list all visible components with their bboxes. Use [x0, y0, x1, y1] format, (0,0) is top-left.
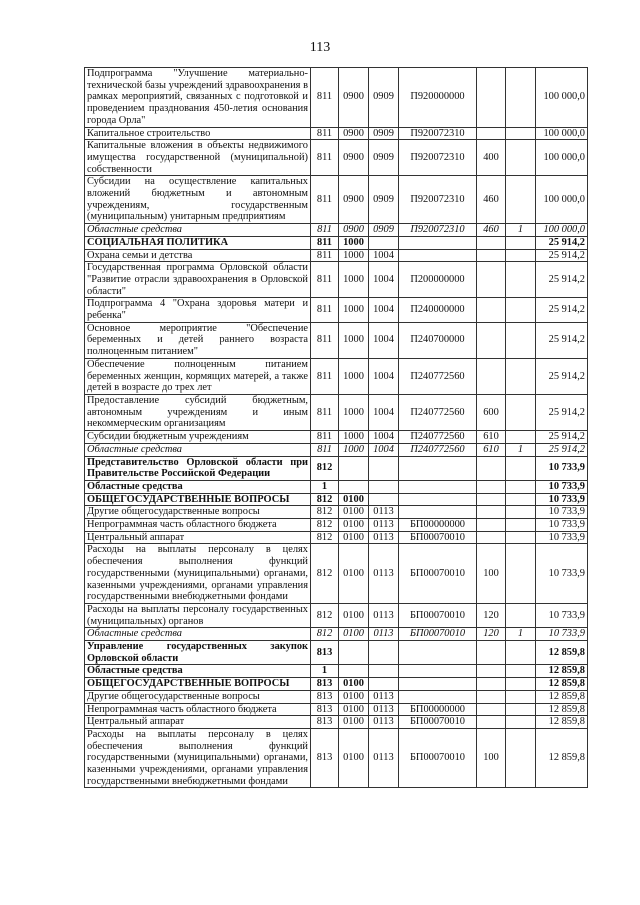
section-cell: 0100 — [339, 506, 369, 519]
description-cell: Расходы на выплаты персоналу в целях обеспечения выполнения функций государственными (муниципальными) органами, казенными учреждениями, органами управления государственными внебюджетными фондами — [85, 544, 311, 604]
amount-cell: 12 859,8 — [536, 728, 588, 788]
target-article-cell — [399, 480, 477, 493]
expense-type-cell — [477, 641, 506, 665]
amount-cell: 25 914,2 — [536, 236, 588, 249]
admin-code-cell: 813 — [311, 641, 339, 665]
admin-code-cell: 811 — [311, 443, 339, 456]
admin-code-cell: 812 — [311, 493, 339, 506]
funding-source-cell — [506, 716, 536, 729]
amount-cell: 100 000,0 — [536, 224, 588, 237]
funding-source-cell — [506, 322, 536, 358]
funding-source-cell — [506, 678, 536, 691]
description-cell: Представительство Орловской области при Правительстве Российской Федерации — [85, 456, 311, 480]
expense-type-cell — [477, 127, 506, 140]
section-cell: 1000 — [339, 443, 369, 456]
amount-cell: 25 914,2 — [536, 322, 588, 358]
target-article-cell: БП00070010 — [399, 603, 477, 627]
funding-source-cell — [506, 703, 536, 716]
target-article-cell — [399, 678, 477, 691]
amount-cell: 25 914,2 — [536, 358, 588, 394]
description-cell: Охрана семьи и детства — [85, 249, 311, 262]
funding-source-cell — [506, 176, 536, 224]
description-cell: Непрограммная часть областного бюджета — [85, 519, 311, 532]
expense-type-cell — [477, 236, 506, 249]
table-row — [85, 690, 588, 703]
target-article-cell — [399, 690, 477, 703]
section-cell: 0900 — [339, 68, 369, 128]
description-cell: Расходы на выплаты персоналу в целях обеспечения выполнения функций государственными (муниципальными) органами, казенными учреждениями, органами управления государственными внебюджетными фондами — [85, 728, 311, 788]
table-row — [85, 678, 588, 691]
table-row — [85, 531, 588, 544]
funding-source-cell — [506, 531, 536, 544]
table-row — [85, 322, 588, 358]
subsection-cell: 0113 — [369, 531, 399, 544]
target-article-cell — [399, 641, 477, 665]
admin-code-cell: 811 — [311, 176, 339, 224]
subsection-cell: 0909 — [369, 68, 399, 128]
section-cell: 0100 — [339, 493, 369, 506]
table-row — [85, 249, 588, 262]
table-row — [85, 728, 588, 788]
admin-code-cell: 811 — [311, 249, 339, 262]
amount-cell: 25 914,2 — [536, 262, 588, 298]
subsection-cell: 0909 — [369, 176, 399, 224]
admin-code-cell: 811 — [311, 322, 339, 358]
page-number: 113 — [309, 40, 331, 55]
expense-type-cell: 460 — [477, 224, 506, 237]
section-cell: 0900 — [339, 224, 369, 237]
expense-type-cell: 400 — [477, 140, 506, 176]
table-row — [85, 544, 588, 604]
funding-source-cell — [506, 506, 536, 519]
section-cell: 0100 — [339, 544, 369, 604]
admin-code-cell: 812 — [311, 544, 339, 604]
section-cell: 0100 — [339, 678, 369, 691]
admin-code-cell: 1 — [311, 480, 339, 493]
subsection-cell: 1004 — [369, 262, 399, 298]
target-article-cell: П240000000 — [399, 298, 477, 322]
section-cell — [339, 641, 369, 665]
section-cell — [339, 456, 369, 480]
expense-type-cell — [477, 298, 506, 322]
description-cell: Капитальные вложения в объекты недвижимого имущества государственной (муниципальной) собственности — [85, 140, 311, 176]
description-cell: ОБЩЕГОСУДАРСТВЕННЫЕ ВОПРОСЫ — [85, 493, 311, 506]
section-cell — [339, 665, 369, 678]
section-cell: 0900 — [339, 176, 369, 224]
table-row — [85, 641, 588, 665]
subsection-cell: 0113 — [369, 506, 399, 519]
target-article-cell — [399, 236, 477, 249]
table-row — [85, 456, 588, 480]
expense-type-cell — [477, 531, 506, 544]
amount-cell: 25 914,2 — [536, 249, 588, 262]
funding-source-cell — [506, 298, 536, 322]
admin-code-cell: 812 — [311, 531, 339, 544]
table-row — [85, 394, 588, 430]
expense-type-cell: 610 — [477, 443, 506, 456]
amount-cell: 10 733,9 — [536, 603, 588, 627]
table-row — [85, 443, 588, 456]
target-article-cell — [399, 249, 477, 262]
description-cell: Областные средства — [85, 443, 311, 456]
admin-code-cell: 811 — [311, 262, 339, 298]
section-cell: 1000 — [339, 431, 369, 444]
subsection-cell — [369, 236, 399, 249]
amount-cell: 100 000,0 — [536, 176, 588, 224]
funding-source-cell — [506, 140, 536, 176]
section-cell — [339, 480, 369, 493]
description-cell: Другие общегосударственные вопросы — [85, 506, 311, 519]
target-article-cell: П920072310 — [399, 127, 477, 140]
admin-code-cell: 811 — [311, 298, 339, 322]
description-cell: Непрограммная часть областного бюджета — [85, 703, 311, 716]
admin-code-cell: 811 — [311, 358, 339, 394]
target-article-cell: БП00070010 — [399, 716, 477, 729]
description-cell: Областные средства — [85, 665, 311, 678]
target-article-cell: П240700000 — [399, 322, 477, 358]
expense-type-cell: 100 — [477, 544, 506, 604]
table-row — [85, 68, 588, 128]
subsection-cell: 0909 — [369, 140, 399, 176]
amount-cell: 100 000,0 — [536, 140, 588, 176]
description-cell: Областные средства — [85, 224, 311, 237]
amount-cell: 10 733,9 — [536, 544, 588, 604]
expense-type-cell — [477, 262, 506, 298]
target-article-cell: БП00070010 — [399, 531, 477, 544]
section-cell: 1000 — [339, 249, 369, 262]
admin-code-cell: 812 — [311, 506, 339, 519]
expense-type-cell — [477, 716, 506, 729]
target-article-cell: П240772560 — [399, 443, 477, 456]
target-article-cell: БП00070010 — [399, 628, 477, 641]
admin-code-cell: 813 — [311, 678, 339, 691]
subsection-cell: 0113 — [369, 628, 399, 641]
description-cell: Обеспечение полноценным питанием беременных женщин, кормящих матерей, а также детей в возрасте до трех лет — [85, 358, 311, 394]
funding-source-cell — [506, 394, 536, 430]
table-row — [85, 493, 588, 506]
subsection-cell: 1004 — [369, 431, 399, 444]
expense-type-cell: 600 — [477, 394, 506, 430]
admin-code-cell: 813 — [311, 728, 339, 788]
expense-type-cell — [477, 703, 506, 716]
description-cell: Центральный аппарат — [85, 531, 311, 544]
subsection-cell: 1004 — [369, 249, 399, 262]
amount-cell: 10 733,9 — [536, 519, 588, 532]
section-cell: 0900 — [339, 127, 369, 140]
description-cell: Другие общегосударственные вопросы — [85, 690, 311, 703]
expense-type-cell — [477, 358, 506, 394]
subsection-cell: 0909 — [369, 224, 399, 237]
section-cell: 0100 — [339, 728, 369, 788]
amount-cell: 10 733,9 — [536, 480, 588, 493]
table-row — [85, 628, 588, 641]
amount-cell: 100 000,0 — [536, 127, 588, 140]
subsection-cell: 0113 — [369, 690, 399, 703]
target-article-cell: П920072310 — [399, 224, 477, 237]
funding-source-cell — [506, 641, 536, 665]
expense-type-cell — [477, 249, 506, 262]
description-cell: Областные средства — [85, 480, 311, 493]
subsection-cell — [369, 456, 399, 480]
subsection-cell: 0113 — [369, 728, 399, 788]
target-article-cell: БП00000000 — [399, 703, 477, 716]
subsection-cell: 0113 — [369, 716, 399, 729]
funding-source-cell — [506, 358, 536, 394]
description-cell: Областные средства — [85, 628, 311, 641]
table-row — [85, 665, 588, 678]
target-article-cell: П920072310 — [399, 176, 477, 224]
table-row — [85, 127, 588, 140]
funding-source-cell — [506, 431, 536, 444]
admin-code-cell: 813 — [311, 690, 339, 703]
description-cell: Субсидии на осуществление капитальных вложений бюджетным и автономным учреждениям, государственным (муниципальным) унитарным предприятиям — [85, 176, 311, 224]
table-row — [85, 236, 588, 249]
description-cell: Подпрограмма 4 "Охрана здоровья матери и ребенка" — [85, 298, 311, 322]
description-cell: Расходы на выплаты персоналу государственных (муниципальных) органов — [85, 603, 311, 627]
table-row — [85, 140, 588, 176]
table-row — [85, 480, 588, 493]
expense-type-cell — [477, 665, 506, 678]
budget-table — [84, 67, 588, 788]
admin-code-cell: 811 — [311, 68, 339, 128]
target-article-cell — [399, 506, 477, 519]
description-cell: СОЦИАЛЬНАЯ ПОЛИТИКА — [85, 236, 311, 249]
section-cell: 0100 — [339, 628, 369, 641]
expense-type-cell — [477, 493, 506, 506]
admin-code-cell: 811 — [311, 224, 339, 237]
section-cell: 1000 — [339, 358, 369, 394]
table-row — [85, 358, 588, 394]
target-article-cell: П920000000 — [399, 68, 477, 128]
expense-type-cell — [477, 68, 506, 128]
amount-cell: 25 914,2 — [536, 443, 588, 456]
admin-code-cell: 811 — [311, 127, 339, 140]
subsection-cell: 0113 — [369, 519, 399, 532]
funding-source-cell — [506, 690, 536, 703]
funding-source-cell — [506, 493, 536, 506]
amount-cell: 10 733,9 — [536, 456, 588, 480]
target-article-cell: БП00070010 — [399, 544, 477, 604]
description-cell: Управление государственных закупок Орловской области — [85, 641, 311, 665]
target-article-cell: П920072310 — [399, 140, 477, 176]
expense-type-cell — [477, 690, 506, 703]
admin-code-cell: 813 — [311, 703, 339, 716]
section-cell: 0100 — [339, 519, 369, 532]
amount-cell: 10 733,9 — [536, 531, 588, 544]
admin-code-cell: 811 — [311, 394, 339, 430]
section-cell: 0100 — [339, 716, 369, 729]
admin-code-cell: 812 — [311, 603, 339, 627]
target-article-cell: П240772560 — [399, 394, 477, 430]
expense-type-cell — [477, 480, 506, 493]
funding-source-cell — [506, 603, 536, 627]
target-article-cell — [399, 456, 477, 480]
section-cell: 0100 — [339, 703, 369, 716]
table-row — [85, 716, 588, 729]
funding-source-cell — [506, 68, 536, 128]
target-article-cell — [399, 493, 477, 506]
expense-type-cell: 120 — [477, 628, 506, 641]
section-cell: 1000 — [339, 236, 369, 249]
target-article-cell: БП00000000 — [399, 519, 477, 532]
amount-cell: 25 914,2 — [536, 394, 588, 430]
expense-type-cell: 100 — [477, 728, 506, 788]
subsection-cell — [369, 678, 399, 691]
description-cell: Государственная программа Орловской области "Развитие отрасли здравоохранения в Орловской области" — [85, 262, 311, 298]
funding-source-cell: 1 — [506, 443, 536, 456]
target-article-cell: БП00070010 — [399, 728, 477, 788]
funding-source-cell: 1 — [506, 628, 536, 641]
funding-source-cell — [506, 480, 536, 493]
section-cell: 1000 — [339, 298, 369, 322]
funding-source-cell — [506, 262, 536, 298]
subsection-cell: 1004 — [369, 298, 399, 322]
amount-cell: 10 733,9 — [536, 506, 588, 519]
table-row — [85, 703, 588, 716]
admin-code-cell: 1 — [311, 665, 339, 678]
funding-source-cell: 1 — [506, 224, 536, 237]
admin-code-cell: 812 — [311, 628, 339, 641]
table-row — [85, 506, 588, 519]
subsection-cell: 0909 — [369, 127, 399, 140]
expense-type-cell: 120 — [477, 603, 506, 627]
admin-code-cell: 812 — [311, 519, 339, 532]
description-cell: Подпрограмма "Улучшение материально-технической базы учреждений здравоохранения в рамках мероприятий, связанных с подготовкой и проведением празднования 450-летия основания города Орла" — [85, 68, 311, 128]
description-cell: Капитальное строительство — [85, 127, 311, 140]
admin-code-cell: 811 — [311, 236, 339, 249]
funding-source-cell — [506, 544, 536, 604]
description-cell: Субсидии бюджетным учреждениям — [85, 431, 311, 444]
funding-source-cell — [506, 249, 536, 262]
target-article-cell — [399, 665, 477, 678]
funding-source-cell — [506, 127, 536, 140]
expense-type-cell — [477, 678, 506, 691]
amount-cell: 12 859,8 — [536, 641, 588, 665]
table-row — [85, 519, 588, 532]
admin-code-cell: 813 — [311, 716, 339, 729]
amount-cell: 12 859,8 — [536, 665, 588, 678]
description-cell: Основное мероприятие "Обеспечение беременных и детей раннего возраста полноценным питанием" — [85, 322, 311, 358]
subsection-cell — [369, 480, 399, 493]
section-cell: 0100 — [339, 531, 369, 544]
section-cell: 1000 — [339, 394, 369, 430]
description-cell: Предоставление субсидий бюджетным, автономным учреждениям и иным некоммерческим организациям — [85, 394, 311, 430]
funding-source-cell — [506, 519, 536, 532]
amount-cell: 12 859,8 — [536, 716, 588, 729]
expense-type-cell — [477, 506, 506, 519]
subsection-cell: 0113 — [369, 703, 399, 716]
amount-cell: 12 859,8 — [536, 690, 588, 703]
admin-code-cell: 812 — [311, 456, 339, 480]
expense-type-cell — [477, 322, 506, 358]
target-article-cell: П240772560 — [399, 358, 477, 394]
expense-type-cell: 610 — [477, 431, 506, 444]
admin-code-cell: 811 — [311, 140, 339, 176]
table-row — [85, 262, 588, 298]
subsection-cell — [369, 493, 399, 506]
subsection-cell: 1004 — [369, 322, 399, 358]
description-cell: ОБЩЕГОСУДАРСТВЕННЫЕ ВОПРОСЫ — [85, 678, 311, 691]
subsection-cell: 1004 — [369, 358, 399, 394]
target-article-cell: П240772560 — [399, 431, 477, 444]
section-cell: 1000 — [339, 262, 369, 298]
funding-source-cell — [506, 665, 536, 678]
amount-cell: 100 000,0 — [536, 68, 588, 128]
funding-source-cell — [506, 236, 536, 249]
amount-cell: 10 733,9 — [536, 493, 588, 506]
funding-source-cell — [506, 728, 536, 788]
table-row — [85, 298, 588, 322]
amount-cell: 10 733,9 — [536, 628, 588, 641]
subsection-cell — [369, 641, 399, 665]
amount-cell: 25 914,2 — [536, 431, 588, 444]
table-row — [85, 176, 588, 224]
subsection-cell: 0113 — [369, 603, 399, 627]
funding-source-cell — [506, 456, 536, 480]
amount-cell: 12 859,8 — [536, 703, 588, 716]
table-row — [85, 431, 588, 444]
expense-type-cell — [477, 519, 506, 532]
section-cell: 0900 — [339, 140, 369, 176]
expense-type-cell — [477, 456, 506, 480]
admin-code-cell: 811 — [311, 431, 339, 444]
section-cell: 1000 — [339, 322, 369, 358]
description-cell: Центральный аппарат — [85, 716, 311, 729]
section-cell: 0100 — [339, 690, 369, 703]
section-cell: 0100 — [339, 603, 369, 627]
target-article-cell: П200000000 — [399, 262, 477, 298]
expense-type-cell: 460 — [477, 176, 506, 224]
amount-cell: 12 859,8 — [536, 678, 588, 691]
table-row — [85, 603, 588, 627]
subsection-cell: 1004 — [369, 394, 399, 430]
amount-cell: 25 914,2 — [536, 298, 588, 322]
subsection-cell: 1004 — [369, 443, 399, 456]
table-row — [85, 224, 588, 237]
subsection-cell — [369, 665, 399, 678]
subsection-cell: 0113 — [369, 544, 399, 604]
